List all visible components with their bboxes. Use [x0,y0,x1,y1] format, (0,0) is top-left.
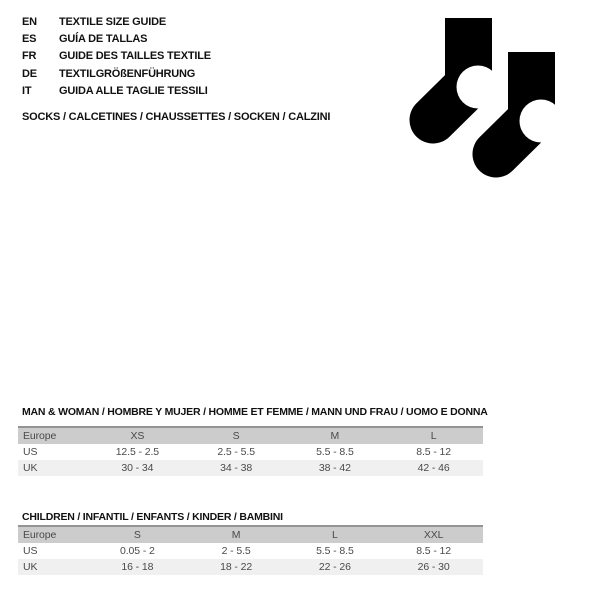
size-cell: 5.5 - 8.5 [316,545,354,557]
column-header: Europe [23,430,57,442]
column-header: Europe [23,529,57,541]
language-code: ES [22,32,37,45]
adult-table-header-row [18,427,483,444]
language-title: TEXTILE SIZE GUIDE [59,15,167,28]
language-title: GUIDE DES TAILLES TEXTILE [59,50,211,63]
children-table-title: CHILDREN / INFANTIL / ENFANTS / KINDER / BAMBINI [22,511,283,523]
language-code: IT [22,84,32,97]
table-row-us [18,543,483,559]
column-header: S [232,430,240,442]
size-cell: 30 - 34 [121,462,154,474]
column-header: M [231,529,241,541]
children-size-table [18,525,483,575]
column-header: XXL [423,529,444,541]
column-header: L [430,430,437,442]
column-header: S [133,529,141,541]
language-row-en [22,13,211,30]
size-cell: 12.5 - 2.5 [115,446,160,458]
language-title: GUIDA ALLE TAGLIE TESSILI [59,84,208,97]
row-label: US [23,446,38,458]
size-cell: 16 - 18 [121,561,154,573]
size-cell: 22 - 26 [318,561,351,573]
row-label: US [23,545,38,557]
language-title: TEXTILGRÖßENFÜHRUNG [59,67,196,80]
sock-left [433,18,500,120]
size-cell: 18 - 22 [220,561,253,573]
language-title: GUÍA DE TALLAS [59,32,148,45]
socks-icon [405,8,570,190]
table-row-uk [18,460,483,476]
row-label: UK [23,561,38,573]
language-code: DE [22,67,37,80]
size-cell: 38 - 42 [318,462,351,474]
language-list [22,13,211,99]
table-row-uk [18,559,483,575]
column-header: L [332,529,338,541]
size-cell: 2.5 - 5.5 [217,446,255,458]
language-code: FR [22,50,37,63]
size-cell: 8.5 - 12 [416,446,452,458]
adult-table-title: MAN & WOMAN / HOMBRE Y MUJER / HOMME ET FEMME / MANN UND FRAU / UOMO E DONNA [22,406,488,418]
row-label: UK [23,462,38,474]
sock-right [496,52,563,154]
size-cell: 5.5 - 8.5 [316,446,354,458]
children-table-header-row [18,526,483,543]
size-cell: 2 - 5.5 [221,545,251,557]
size-cell: 34 - 38 [220,462,253,474]
language-row-es [22,30,211,47]
language-code: EN [22,15,37,28]
adult-size-table [18,426,483,476]
size-cell: 0.05 - 2 [119,545,155,557]
size-cell: 26 - 30 [417,561,450,573]
column-header: M [330,430,340,442]
language-row-de [22,65,211,82]
category-heading: SOCKS / CALCETINES / CHAUSSETTES / SOCKEN / CALZINI [22,111,331,123]
size-cell: 42 - 46 [417,462,450,474]
size-cell: 8.5 - 12 [416,545,452,557]
language-row-fr [22,48,211,65]
column-header: XS [130,430,145,442]
table-row-us [18,444,483,460]
language-row-it [22,82,211,99]
